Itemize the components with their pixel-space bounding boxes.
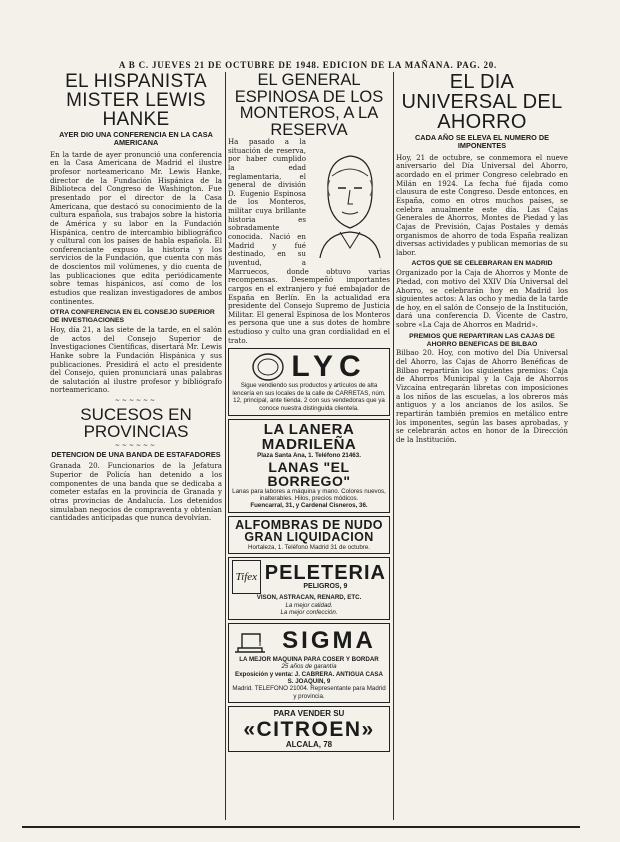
column-divider <box>393 72 394 820</box>
article-body-actos: Organizado por la Caja de Ahorros y Monte de Piedad, con motivo del XXIV Día Universal del Ahorro, se celebrarán hoy en Madrid los siguientes actos: A las ocho y media de la tarde de hoy, en el salón de Consejo de la Institución, dará una conferencia D. Vicente de Castro, sobre «La Caja de Ahorros en Madrid». <box>396 268 568 330</box>
article-headline-espinosa: EL GENERAL ESPINOSA DE LOS MONTEROS, A LA RESERVA <box>234 72 384 139</box>
ad-citroen <box>228 706 390 752</box>
ad-peleteria <box>228 557 390 619</box>
column-middle <box>228 72 390 822</box>
article-body-conferencia: Hoy, día 21, a las siete de la tarde, en el salón de actos del Consejo Superior de Investigaciones Científicas, disertará Mr. Lewis Hanke sobre la Fundación Hispánica y sus publicaciones. Presidirá el acto el presidente del Consejo, quien pronunciará unas palabras de salutación al ilustre profesor y bibliógrafo norteamericano. <box>50 324 222 395</box>
article-body-ahorro: Hoy, 21 de octubre, se conmemora el nueve aniversario del Día Universal del Ahorro, acordado en el primer Congreso celebrado en Milán en 1924. La fecha fué fijada como clausura de este Congreso. Desde entonces, en España, como en otros muchos países, se celebra anualmente este día. Las Cajas Generales de Ahorros, Montes de Piedad y las Cajas de Previsión, Cajas Postales y demás organismos de ahorro de toda España realizan diversas actividades y publican memorias de su labor. <box>396 152 568 257</box>
peleteria-tagline-2: La mejor confección. <box>280 609 338 617</box>
ad-lyc <box>228 348 390 416</box>
subheading-premios-bilbao: PREMIOS QUE REPARTIRAN LAS CAJAS DE AHORRO BENEFICAS DE BILBAO <box>409 332 555 348</box>
page-header: A B C. JUEVES 21 DE OCTUBRE DE 1948. EDICION DE LA MAÑANA. PAG. 20. <box>118 60 498 70</box>
portrait-illustration <box>310 140 390 258</box>
article-kicker-ahorro: CADA AÑO SE ELEVA EL NUMERO DE IMPONENTES <box>415 133 549 151</box>
article-body-premios: Bilbao 20. Hoy, con motivo del Día Universal del Ahorro, las Cajas de Ahorro Benéficas de Bilbao repartirán los siguientes premios: Caja de Ahorros Municipal y la Caja de Ahorros Vizcaína entregarán libretas con imposiciones a los niños de las escuelas, a los obreros más antiguos y a los ancianos de los asilos. Se repartirán también premios en metálico entre los imponentes, según las bases aprobadas, y se celebrarán actos en honor de la Dirección de la Institución. <box>396 348 568 444</box>
ornament-divider: ~~~~~~ <box>114 442 158 450</box>
article-headline-ahorro: EL DIA UNIVERSAL DEL AHORRO <box>401 72 563 133</box>
article-kicker-hanke: AYER DIO UNA CONFERENCIA EN LA CASA AMERICANA <box>59 130 213 148</box>
ad-alfombras <box>228 516 390 554</box>
lanera-branch: Fuencarral, 31, y Cardenal Cisneros, 36. <box>250 502 368 510</box>
article-kicker-sucesos: DETENCION DE UNA BANDA DE ESTAFADORES <box>51 450 221 460</box>
article-body-espinosa: Ha pasado a la situación de reserva, por haber cumplido la edad reglamentaria, el general de división D. Eugenio Espinosa de los Monteros, militar cuya brillante historia es sobradamente conocida. Nació en Madrid y fué destinado, en su juventud, a Marruecos, donde obtuvo varias recompensas. Desempeñó importantes cargos en el extranjero y fué embajador de España en Berlín. En la actualidad era presidente del Consejo Supremo de Justicia Militar. El general Espinosa de los Monteros es persona que une a sus dotes de hombre estudioso y culto una gran cordialidad en el trato. <box>228 137 390 345</box>
ad-sigma <box>228 623 390 704</box>
sigma-warranty: 25 años de garantía <box>281 663 337 671</box>
article-body-sucesos: Granada 20. Funcionarios de la Jefatura Superior de Policía han detenido a los componentes de una banda que se dedicaba a cometer estafas en la provincia de Granada y otras provincias de Andalucía. Los detenidos simulaban negocios de compraventa y obtenían cantidades anticipadas que nunca devolvían. <box>50 461 222 523</box>
sewing-machine-icon <box>232 626 268 656</box>
page-bottom-rule <box>22 826 580 828</box>
sigma-store: Exposición y venta: J. CABRERA. ANTIGUA CASA S. JOAQUIN, 9 <box>234 670 384 685</box>
lyc-brand: LYC <box>291 350 367 384</box>
alfombras-liquidacion: GRAN LIQUIDACION <box>244 530 374 545</box>
article-headline-hanke: EL HISPANISTA MISTER LEWIS HANKE <box>65 72 207 130</box>
column-left <box>50 72 222 822</box>
peleteria-furs: VISON, ASTRACAN, RENARD, ETC. <box>256 594 362 602</box>
sigma-contact: Madrid. TELEFONO 21004. Representante para Madrid y provincia. <box>232 685 386 700</box>
sigma-brand: SIGMA <box>282 626 376 654</box>
lyc-emblem-icon <box>251 352 285 382</box>
peleteria-tagline-1: La mejor calidad. <box>285 601 333 609</box>
lanera-name: LA LANERA MADRILEÑA <box>261 421 357 454</box>
lanera-product: LANAS "EL BORREGO" <box>267 458 351 489</box>
lanera-address: Plaza Santa Ana, 1. Teléfono 21463. <box>257 452 361 460</box>
article-body-hanke: En la tarde de ayer pronunció una conferencia en la Casa Americana de Madrid el ilustre profesor norteamericano Mr. Lewis Hanke, director de la Fundación Hispánica de la Biblioteca del Congreso de Washington. Fue presentado por el director de la Casa Americana, que destacó su conocimiento de la cultura española, sus trabajos sobre la historia de América y su labor en la Fundación Hispánica, centro de intercambio bibliográfico y cultural con los países de habla española. El conferenciante expuso la historia y los servicios de la Fundación, que cuenta con más de doscientos mil volúmenes, y dio cuenta de las publicaciones que edita periódicamente sobre temas hispánicos, así como de los estudios que realizan investigadores de ambos continentes. <box>50 149 222 306</box>
article-headline-sucesos: SUCESOS EN PROVINCIAS <box>80 405 192 442</box>
alfombras-title: ALFOMBRAS DE NUDO <box>235 517 383 532</box>
column-right <box>396 72 568 822</box>
citroen-lead: PARA VENDER SU <box>273 709 345 719</box>
ornament-divider: ~~~~~~ <box>114 397 158 405</box>
ad-lanera <box>228 419 390 513</box>
citroen-address: ALCALA, 78 <box>285 739 333 749</box>
alfombras-details: Hortaleza, 1. Teléfono Madrid 31 de octubre. <box>248 543 370 551</box>
lanera-description: Lanas para labores a máquina y mano. Colores nuevos, inalterables. Hilos, precios módicos. <box>232 487 386 502</box>
peleteria-title: PELETERIA <box>264 562 386 585</box>
column-divider <box>225 72 226 820</box>
tifex-logo: Tifex <box>232 560 261 594</box>
peleteria-address: PELIGROS, 9 <box>303 583 348 591</box>
citroen-brand: «CITROEN» <box>243 717 375 741</box>
sigma-tagline: LA MEJOR MAQUINA PARA COSER Y BORDAR <box>239 655 379 663</box>
subheading-conferencia: OTRA CONFERENCIA EN EL CONSEJO SUPERIOR DE INVESTIGACIONES <box>50 309 215 325</box>
lyc-text: Sigue vendiendo sus productos y artículos de alta lencería en sus locales de la calle de CARRETAS, núm. 12, principal, ante tienda. 2 con sus vendedoras que ya conoce nuestra distinguida clientela. <box>232 382 386 412</box>
subheading-actos-madrid: ACTOS QUE SE CELEBRARAN EN MADRID <box>411 260 553 268</box>
